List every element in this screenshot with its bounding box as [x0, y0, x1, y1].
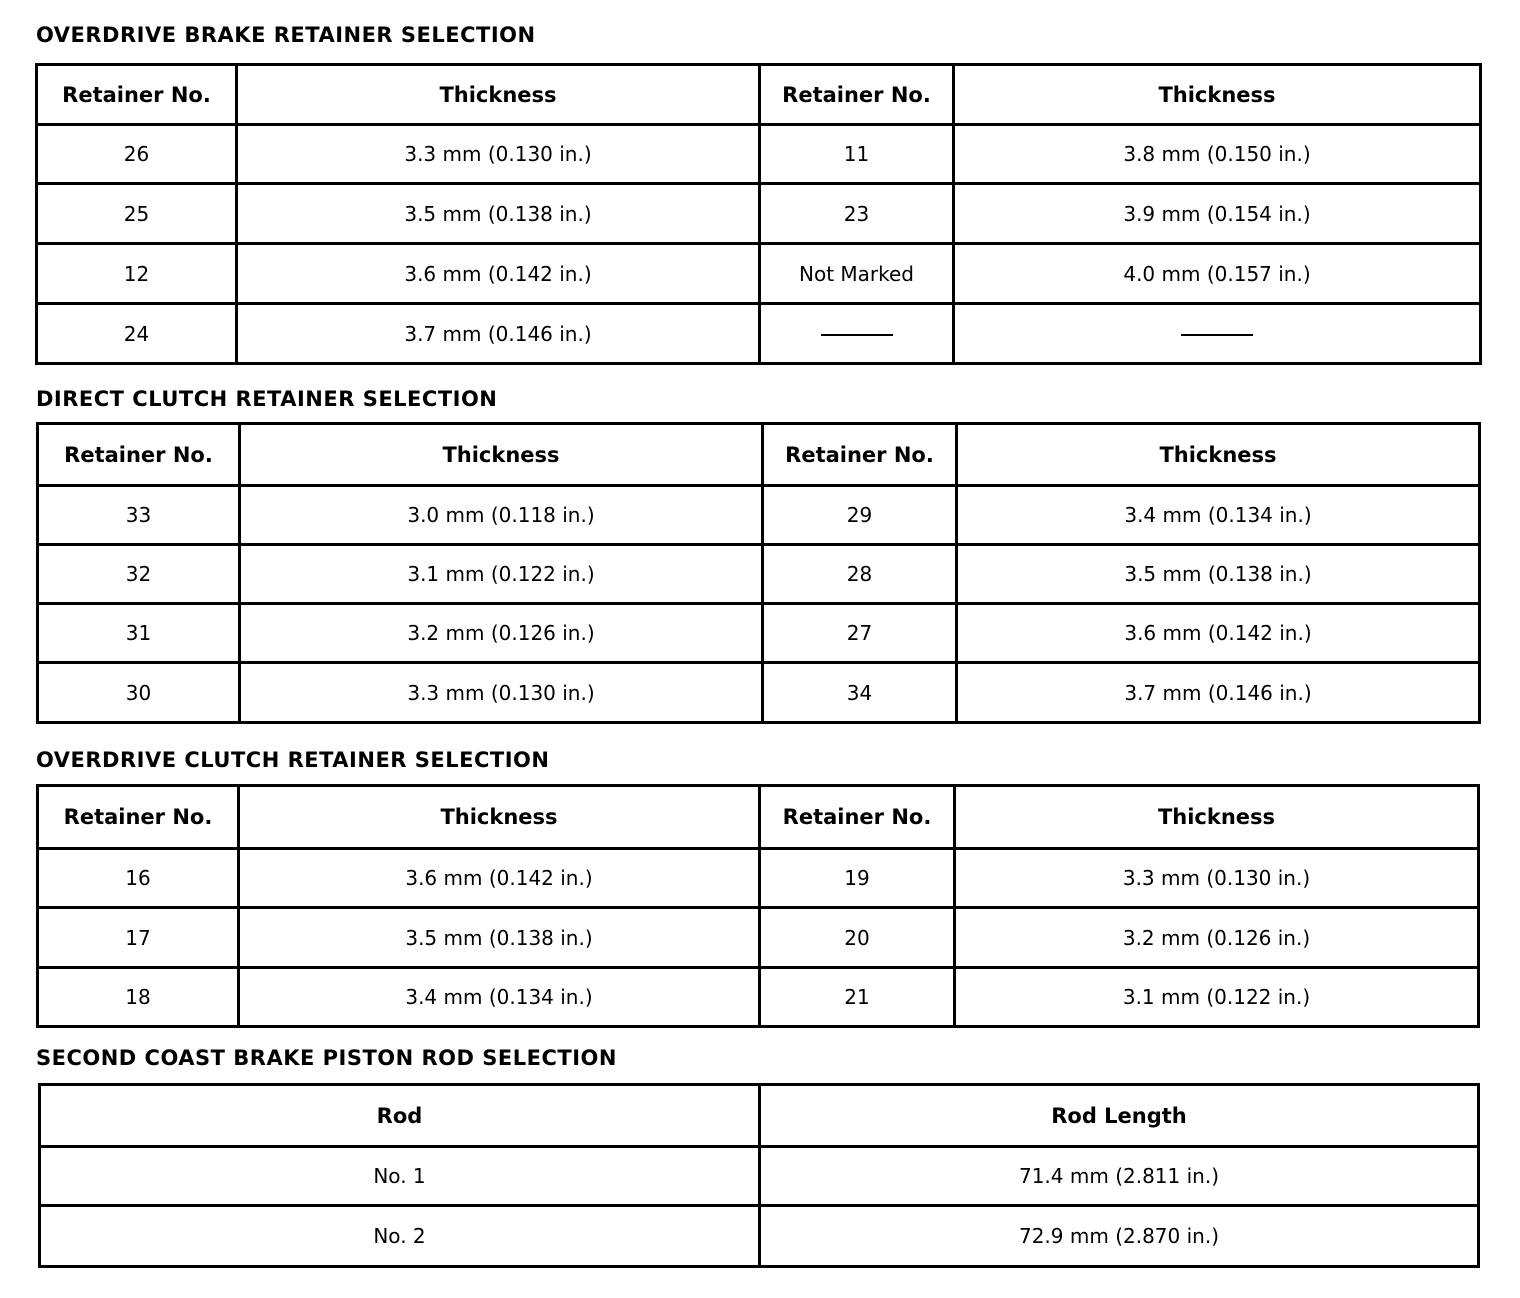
- header-retainer-no: Retainer No.: [37, 65, 237, 125]
- cell-retainer-no: 18: [38, 968, 239, 1027]
- cell-retainer-no: 29: [763, 486, 957, 545]
- table-row: [38, 604, 1480, 663]
- table-row: [37, 304, 1481, 364]
- cell-thickness: 3.2 mm (0.126 in.): [240, 604, 763, 663]
- cell-rod: No. 2: [40, 1206, 760, 1267]
- table-header-row: [38, 786, 1479, 849]
- cell-retainer-no: 34: [763, 663, 957, 723]
- cell-thickness: 3.3 mm (0.130 in.): [955, 849, 1479, 908]
- cell-retainer-no: Not Marked: [760, 244, 954, 304]
- cell-thickness: 3.5 mm (0.138 in.): [957, 545, 1480, 604]
- cell-thickness: 3.2 mm (0.126 in.): [955, 908, 1479, 968]
- table-row: [37, 125, 1481, 184]
- dash-line: [821, 334, 893, 336]
- section-title-overdrive-clutch: OVERDRIVE CLUTCH RETAINER SELECTION: [36, 748, 550, 772]
- header-retainer-no: Retainer No.: [38, 786, 239, 849]
- cell-empty-dash: [954, 304, 1481, 364]
- header-retainer-no: Retainer No.: [760, 786, 955, 849]
- header-rod-length: Rod Length: [760, 1085, 1479, 1147]
- table-row: [40, 1147, 1479, 1206]
- header-retainer-no: Retainer No.: [760, 65, 954, 125]
- cell-retainer-no: 23: [760, 184, 954, 244]
- table-overdrive-clutch-retainer: [36, 784, 1480, 1028]
- cell-retainer-no: 28: [763, 545, 957, 604]
- table-header-row: [37, 65, 1481, 125]
- cell-retainer-no: 32: [38, 545, 240, 604]
- cell-thickness: 3.9 mm (0.154 in.): [954, 184, 1481, 244]
- cell-thickness: 3.7 mm (0.146 in.): [957, 663, 1480, 723]
- cell-thickness: 3.6 mm (0.142 in.): [239, 849, 760, 908]
- table-second-coast-brake-rod: [38, 1083, 1480, 1268]
- cell-retainer-no: 26: [37, 125, 237, 184]
- cell-thickness: 3.7 mm (0.146 in.): [237, 304, 760, 364]
- header-thickness: Thickness: [240, 424, 763, 486]
- section-title-second-coast-brake: SECOND COAST BRAKE PISTON ROD SELECTION: [36, 1046, 617, 1070]
- cell-thickness: 3.4 mm (0.134 in.): [239, 968, 760, 1027]
- dash-line: [1181, 334, 1253, 336]
- cell-thickness: 3.5 mm (0.138 in.): [237, 184, 760, 244]
- header-thickness: Thickness: [239, 786, 760, 849]
- cell-thickness: 3.4 mm (0.134 in.): [957, 486, 1480, 545]
- cell-thickness: 3.0 mm (0.118 in.): [240, 486, 763, 545]
- cell-thickness: 3.1 mm (0.122 in.): [240, 545, 763, 604]
- header-retainer-no: Retainer No.: [763, 424, 957, 486]
- table-header-row: [40, 1085, 1479, 1147]
- cell-retainer-no: 16: [38, 849, 239, 908]
- table-row: [38, 486, 1480, 545]
- header-thickness: Thickness: [957, 424, 1480, 486]
- cell-rod: No. 1: [40, 1147, 760, 1206]
- table-direct-clutch-retainer: [36, 422, 1481, 724]
- cell-rod-length: 71.4 mm (2.811 in.): [760, 1147, 1479, 1206]
- cell-retainer-no: 25: [37, 184, 237, 244]
- cell-thickness: 3.5 mm (0.138 in.): [239, 908, 760, 968]
- table-header-row: [38, 424, 1480, 486]
- table-row: [38, 849, 1479, 908]
- cell-thickness: 4.0 mm (0.157 in.): [954, 244, 1481, 304]
- table-row: [38, 545, 1480, 604]
- table-row: [37, 244, 1481, 304]
- cell-retainer-no: 30: [38, 663, 240, 723]
- header-rod: Rod: [40, 1085, 760, 1147]
- cell-thickness: 3.6 mm (0.142 in.): [957, 604, 1480, 663]
- section-title-overdrive-brake: OVERDRIVE BRAKE RETAINER SELECTION: [36, 23, 536, 47]
- cell-retainer-no: 24: [37, 304, 237, 364]
- header-thickness: Thickness: [237, 65, 760, 125]
- cell-retainer-no: 31: [38, 604, 240, 663]
- header-thickness: Thickness: [955, 786, 1479, 849]
- cell-retainer-no: 20: [760, 908, 955, 968]
- cell-retainer-no: 12: [37, 244, 237, 304]
- header-retainer-no: Retainer No.: [38, 424, 240, 486]
- table-row: [38, 663, 1480, 723]
- cell-retainer-no: 27: [763, 604, 957, 663]
- cell-thickness: 3.3 mm (0.130 in.): [237, 125, 760, 184]
- table-overdrive-brake-retainer: [35, 63, 1482, 365]
- table-row: [40, 1206, 1479, 1267]
- cell-thickness: 3.8 mm (0.150 in.): [954, 125, 1481, 184]
- cell-retainer-no: 17: [38, 908, 239, 968]
- cell-empty-dash: [760, 304, 954, 364]
- header-thickness: Thickness: [954, 65, 1481, 125]
- cell-thickness: 3.1 mm (0.122 in.): [955, 968, 1479, 1027]
- cell-thickness: 3.6 mm (0.142 in.): [237, 244, 760, 304]
- cell-retainer-no: 11: [760, 125, 954, 184]
- table-row: [38, 908, 1479, 968]
- table-row: [38, 968, 1479, 1027]
- cell-retainer-no: 21: [760, 968, 955, 1027]
- cell-retainer-no: 19: [760, 849, 955, 908]
- cell-retainer-no: 33: [38, 486, 240, 545]
- table-row: [37, 184, 1481, 244]
- cell-thickness: 3.3 mm (0.130 in.): [240, 663, 763, 723]
- section-title-direct-clutch: DIRECT CLUTCH RETAINER SELECTION: [36, 387, 498, 411]
- cell-rod-length: 72.9 mm (2.870 in.): [760, 1206, 1479, 1267]
